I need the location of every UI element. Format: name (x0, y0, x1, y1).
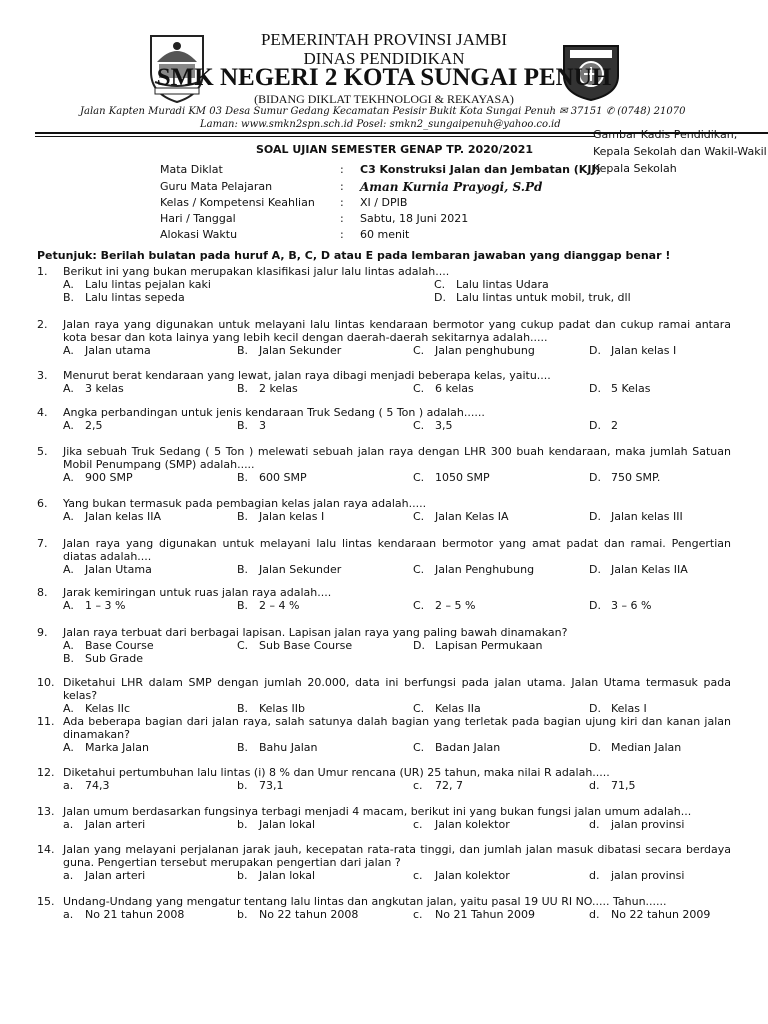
header-department: DINAS PENDIDIKAN (303, 49, 465, 68)
option-letter: c. (413, 779, 423, 792)
option-text: Jalan kolektor (435, 818, 510, 831)
option-text: 600 SMP (259, 471, 307, 484)
exam-title: SOAL UJIAN SEMESTER GENAP TP. 2020/2021 (256, 143, 534, 156)
option-text: Bahu Jalan (259, 741, 318, 754)
answer-option[interactable] (434, 278, 549, 291)
option-text: 2,5 (85, 419, 103, 432)
answer-option[interactable] (413, 639, 543, 652)
question (37, 766, 731, 792)
option-text: 5 Kelas (611, 382, 651, 395)
info-colon: : (340, 212, 344, 225)
answer-option[interactable] (63, 702, 130, 715)
option-text: 71,5 (611, 779, 636, 792)
answer-option[interactable] (589, 908, 710, 921)
option-letter: a. (63, 908, 74, 921)
question-text: Jika sebuah Truk Sedang ( 5 Ton ) melewati sebuah jalan raya dengan LHR 300 buah kendaraan, maka jumlah Satuan Mobil Penumpang (SMP) adalah..... (63, 445, 731, 471)
answer-option[interactable] (237, 419, 266, 432)
option-letter: D. (589, 471, 601, 484)
option-text: 750 SMP. (611, 471, 661, 484)
question-number: 4. (37, 406, 48, 419)
option-letter: D. (413, 639, 425, 652)
answer-option[interactable] (237, 344, 341, 357)
answer-option[interactable] (63, 652, 143, 665)
option-text: Lalu lintas sepeda (85, 291, 185, 304)
question-text: Ada beberapa bagian dari jalan raya, salah satunya dalah bagian yang terletak pada bagian ujung kiri dan kanan jalan dinamakan? (63, 715, 731, 741)
question-text: Jalan umum berdasarkan fungsinya terbagi menjadi 4 macam, berikut ini yang bukan fungsi jalan umum adalah... (63, 805, 692, 818)
header-school-name: SMK NEGERI 2 KOTA SUNGAI PENUH (156, 64, 612, 91)
option-text: Base Course (85, 639, 154, 652)
option-letter: C. (413, 702, 425, 715)
option-letter: B. (237, 419, 249, 432)
answer-option[interactable] (413, 510, 508, 523)
option-row (37, 652, 731, 665)
option-letter: B. (63, 652, 75, 665)
option-text: Sub Base Course (259, 639, 353, 652)
question-text: Jalan yang melayani perjalanan jarak jauh, kecepatan rata-rata tinggi, dan jumlah jalan masuk dibatasi secara berdaya guna. Pengertian tersebut merupakan pengertian dari jalan ? (63, 843, 731, 869)
option-text: Sub Grade (85, 652, 143, 665)
answer-option[interactable] (413, 818, 510, 831)
option-text: 6 kelas (435, 382, 474, 395)
option-row (37, 908, 731, 921)
question (37, 445, 731, 484)
option-row (37, 702, 731, 715)
option-text: Kelas I (611, 702, 647, 715)
option-row (37, 869, 731, 882)
option-letter: D. (589, 510, 601, 523)
option-text: Jalan penghubung (435, 344, 535, 357)
option-row (37, 344, 731, 357)
option-letter: C. (413, 741, 425, 754)
info-key: Hari / Tanggal (160, 212, 236, 225)
option-letter: D. (589, 702, 601, 715)
option-text: No 21 tahun 2008 (85, 908, 185, 921)
option-text: 900 SMP (85, 471, 133, 484)
answer-option[interactable] (434, 291, 631, 304)
answer-option[interactable] (589, 419, 618, 432)
question-text: Jalan raya yang digunakan untuk melayani lalu lintas kendaraan bermotor yang amat padat dan ramai. Pengertian diatas adalah.... (63, 537, 731, 563)
option-letter: a. (63, 818, 74, 831)
question (37, 497, 731, 523)
option-letter: d. (589, 818, 600, 831)
answer-option[interactable] (589, 344, 676, 357)
answer-option[interactable] (63, 382, 124, 395)
option-text: 3 kelas (85, 382, 124, 395)
option-letter: A. (63, 702, 74, 715)
option-text: Jalan kelas III (611, 510, 683, 523)
option-text: 3 – 6 % (611, 599, 652, 612)
info-value: 60 menit (360, 228, 410, 241)
question-number: 3. (37, 369, 48, 382)
option-text: 74,3 (85, 779, 110, 792)
option-row (37, 639, 731, 652)
option-text: No 21 Tahun 2009 (435, 908, 535, 921)
answer-option[interactable] (237, 563, 341, 576)
answer-option[interactable] (589, 510, 683, 523)
option-letter: c. (413, 818, 423, 831)
option-text: Lalu lintas Udara (456, 278, 549, 291)
answer-option[interactable] (63, 869, 145, 882)
option-text: Jalan Sekunder (259, 563, 342, 576)
option-text: Jalan kolektor (435, 869, 510, 882)
option-text: No 22 tahun 2009 (611, 908, 711, 921)
info-colon: : (340, 180, 344, 193)
question-number: 10. (37, 676, 55, 689)
answer-option[interactable] (237, 869, 315, 882)
info-value: XI / DPIB (360, 196, 408, 209)
info-key: Kelas / Kompetensi Keahlian (160, 196, 315, 209)
option-row (37, 779, 731, 792)
info-value: Sabtu, 18 Juni 2021 (360, 212, 469, 225)
option-letter: D. (589, 599, 601, 612)
info-key: Mata Diklat (160, 163, 223, 176)
answer-option[interactable] (589, 563, 688, 576)
option-letter: C. (413, 563, 425, 576)
option-text: Jalan Kelas IIA (611, 563, 688, 576)
info-colon: : (340, 163, 344, 176)
option-letter: D. (589, 344, 601, 357)
answer-option[interactable] (237, 702, 305, 715)
question-number: 15. (37, 895, 55, 908)
question (37, 626, 731, 665)
option-text: 1 – 3 % (85, 599, 126, 612)
option-letter: C. (434, 278, 446, 291)
option-text: 2 kelas (259, 382, 298, 395)
answer-option[interactable] (413, 869, 510, 882)
question-text: Berikut ini yang bukan merupakan klasifikasi jalur lalu lintas adalah.... (63, 265, 450, 278)
question (37, 406, 731, 432)
option-letter: A. (63, 419, 74, 432)
header-address: Jalan Kapten Muradi KM 03 Desa Sumur Gedang Kecamatan Pesisir Bukit Kota Sungai Penuh ✉ 37151 ✆ (0748) 21070 (80, 106, 686, 117)
answer-option[interactable] (63, 344, 151, 357)
option-letter: A. (63, 382, 74, 395)
option-letter: d. (589, 869, 600, 882)
option-text: Lapisan Permukaan (435, 639, 543, 652)
option-text: Jalan arteri (85, 869, 146, 882)
answer-option[interactable] (63, 818, 145, 831)
option-letter: B. (63, 291, 75, 304)
option-letter: D. (589, 563, 601, 576)
question-text: Yang bukan termasuk pada pembagian kelas jalan raya adalah..... (63, 497, 427, 510)
answer-option[interactable] (237, 471, 307, 484)
option-text: Kelas IIb (259, 702, 305, 715)
option-letter: C. (413, 599, 425, 612)
question-number: 1. (37, 265, 48, 278)
answer-option[interactable] (589, 599, 651, 612)
question-number: 8. (37, 586, 48, 599)
question (37, 676, 731, 715)
question (37, 537, 731, 576)
option-text: 3 (259, 419, 266, 432)
option-text: Jalan arteri (85, 818, 146, 831)
header-rule-thin (35, 136, 595, 137)
question (37, 805, 731, 831)
option-text: Jalan Utama (85, 563, 152, 576)
option-letter: c. (413, 869, 423, 882)
option-text: Jalan kelas I (611, 344, 677, 357)
answer-option[interactable] (237, 779, 284, 792)
option-text: Badan Jalan (435, 741, 501, 754)
option-text: Jalan utama (85, 344, 151, 357)
image-note: Gambar Kadis Pendidikan, Kepala Sekolah dan Wakil-Wakil Kepala Sekolah (593, 128, 767, 175)
answer-option[interactable] (237, 741, 317, 754)
option-letter: D. (589, 419, 601, 432)
question-text: Menurut berat kendaraan yang lewat, jalan raya dibagi menjadi beberapa kelas, yaitu.... (63, 369, 551, 382)
option-letter: B. (237, 344, 249, 357)
option-letter: A. (63, 278, 74, 291)
option-text: jalan provinsi (611, 869, 685, 882)
option-text: Jalan Kelas IA (435, 510, 509, 523)
answer-option[interactable] (237, 510, 324, 523)
info-value: C3 Konstruksi Jalan dan Jembatan (KJJ) (360, 163, 601, 176)
answer-option[interactable] (589, 741, 681, 754)
option-letter: d. (589, 908, 600, 921)
option-text: Jalan Penghubung (435, 563, 535, 576)
answer-option[interactable] (63, 908, 184, 921)
answer-option[interactable] (413, 908, 535, 921)
option-letter: A. (63, 344, 74, 357)
question-number: 14. (37, 843, 55, 856)
option-letter: D. (589, 382, 601, 395)
answer-option[interactable] (237, 639, 352, 652)
option-letter: c. (413, 908, 423, 921)
question (37, 318, 731, 357)
option-row (37, 563, 731, 576)
answer-option[interactable] (237, 382, 298, 395)
option-text: Jalan lokal (259, 818, 316, 831)
option-letter: D. (589, 741, 601, 754)
question-text: Jarak kemiringan untuk ruas jalan raya adalah.... (63, 586, 332, 599)
answer-option[interactable] (589, 702, 647, 715)
question-text: Undang-Undang yang mengatur tentang lalu lintas dan angkutan jalan, yaitu pasal 19 UU RI NO..... Tahun...... (63, 895, 667, 908)
option-letter: a. (63, 869, 74, 882)
question (37, 586, 731, 612)
info-key: Guru Mata Pelajaran (160, 180, 273, 193)
option-text: Kelas IIa (435, 702, 481, 715)
option-letter: b. (237, 779, 248, 792)
option-text: No 22 tahun 2008 (259, 908, 359, 921)
option-text: 1050 SMP (435, 471, 490, 484)
option-letter: b. (237, 869, 248, 882)
question (37, 895, 731, 921)
instruction: Petunjuk: Berilah bulatan pada huruf A, B, C, D atau E pada lembaran jawaban yang dianggap benar ! (37, 249, 671, 262)
option-text: 72, 7 (435, 779, 463, 792)
answer-option[interactable] (413, 344, 535, 357)
info-colon: : (340, 228, 344, 241)
option-text: Lalu lintas untuk mobil, truk, dll (456, 291, 631, 304)
question-number: 13. (37, 805, 55, 818)
option-letter: D. (434, 291, 446, 304)
option-text: 2 (611, 419, 618, 432)
question (37, 843, 731, 882)
option-row (37, 599, 731, 612)
option-letter: b. (237, 908, 248, 921)
question-number: 2. (37, 318, 48, 331)
answer-option[interactable] (63, 471, 133, 484)
option-text: Lalu lintas pejalan kaki (85, 278, 211, 291)
option-letter: A. (63, 639, 74, 652)
option-text: 3,5 (435, 419, 453, 432)
option-row (37, 471, 731, 484)
question-text: Jalan raya yang digunakan untuk melayani lalu lintas kendaraan bermotor yang cukup padat dan cukup ramai antara kota besar dan kota lainya yang lebih kecil dengan daerah-daerah sekitarnya adalah..... (63, 318, 731, 344)
question (37, 715, 731, 754)
answer-option[interactable] (63, 563, 152, 576)
question-number: 12. (37, 766, 55, 779)
option-letter: A. (63, 471, 74, 484)
option-text: jalan provinsi (611, 818, 685, 831)
answer-option[interactable] (413, 741, 500, 754)
option-row (37, 291, 731, 304)
info-colon: : (340, 196, 344, 209)
info-value: Aman Kurnia Prayogi, S.Pd (360, 180, 543, 194)
option-letter: C. (413, 471, 425, 484)
option-letter: A. (63, 741, 74, 754)
option-letter: B. (237, 510, 249, 523)
option-letter: B. (237, 563, 249, 576)
question (37, 265, 731, 304)
answer-option[interactable] (413, 779, 463, 792)
answer-option[interactable] (63, 291, 185, 304)
option-row (37, 510, 731, 523)
answer-option[interactable] (413, 599, 475, 612)
question-number: 5. (37, 445, 48, 458)
option-text: Marka Jalan (85, 741, 149, 754)
option-row (37, 382, 731, 395)
option-letter: C. (237, 639, 249, 652)
answer-option[interactable] (63, 639, 154, 652)
answer-option[interactable] (589, 779, 636, 792)
question-number: 6. (37, 497, 48, 510)
option-text: 2 – 5 % (435, 599, 476, 612)
answer-option[interactable] (413, 563, 534, 576)
answer-option[interactable] (413, 702, 481, 715)
answer-option[interactable] (63, 278, 211, 291)
option-row (37, 278, 731, 291)
answer-option[interactable] (589, 382, 650, 395)
option-text: Jalan kelas I (259, 510, 325, 523)
option-letter: a. (63, 779, 74, 792)
answer-option[interactable] (589, 818, 684, 831)
option-letter: B. (237, 382, 249, 395)
option-letter: C. (413, 382, 425, 395)
info-key: Alokasi Waktu (160, 228, 238, 241)
option-letter: B. (237, 471, 249, 484)
option-letter: C. (413, 419, 425, 432)
option-letter: d. (589, 779, 600, 792)
question-text: Angka perbandingan untuk jenis kendaraan Truk Sedang ( 5 Ton ) adalah...... (63, 406, 485, 419)
option-letter: C. (413, 344, 425, 357)
header-field: (BIDANG DIKLAT TEKHNOLOGI & REKAYASA) (254, 92, 514, 106)
question (37, 369, 731, 395)
option-text: 2 – 4 % (259, 599, 300, 612)
option-text: Jalan lokal (259, 869, 316, 882)
option-letter: b. (237, 818, 248, 831)
question-number: 11. (37, 715, 55, 728)
option-text: Kelas IIc (85, 702, 130, 715)
option-row (37, 818, 731, 831)
option-letter: B. (237, 702, 249, 715)
option-text: Median Jalan (611, 741, 682, 754)
answer-option[interactable] (237, 908, 358, 921)
answer-option[interactable] (589, 471, 660, 484)
answer-option[interactable] (63, 419, 103, 432)
answer-option[interactable] (413, 382, 474, 395)
answer-option[interactable] (589, 869, 684, 882)
option-letter: A. (63, 599, 74, 612)
question-text: Jalan raya terbuat dari berbagai lapisan. Lapisan jalan raya yang paling bawah dinamakan? (63, 626, 568, 639)
answer-option[interactable] (63, 510, 161, 523)
option-letter: B. (237, 599, 249, 612)
answer-option[interactable] (237, 818, 315, 831)
header-government: PEMERINTAH PROVINSI JAMBI (260, 30, 508, 49)
answer-option[interactable] (63, 741, 149, 754)
option-row (37, 741, 731, 754)
option-text: 73,1 (259, 779, 284, 792)
question-number: 9. (37, 626, 48, 639)
question-text: Diketahui pertumbuhan lalu lintas (i) 8 % dan Umur rencana (UR) 25 tahun, maka nilai R adalah..... (63, 766, 610, 779)
question-number: 7. (37, 537, 48, 550)
answer-option[interactable] (413, 471, 490, 484)
option-text: Jalan Sekunder (259, 344, 342, 357)
option-text: Jalan kelas IIA (85, 510, 162, 523)
answer-option[interactable] (237, 599, 299, 612)
answer-option[interactable] (413, 419, 453, 432)
question-text: Diketahui LHR dalam SMP dengan jumlah 20.000, data ini berfungsi pada jalan utama. Jalan Utama termasuk pada kelas? (63, 676, 731, 702)
option-row (37, 419, 731, 432)
option-letter: A. (63, 563, 74, 576)
option-letter: A. (63, 510, 74, 523)
answer-option[interactable] (63, 779, 110, 792)
option-letter: C. (413, 510, 425, 523)
header-web: Laman: www.smkn2spn.sch.id Posel: smkn2_sungaipenuh@yahoo.co.id (200, 119, 561, 130)
answer-option[interactable] (63, 599, 125, 612)
option-letter: B. (237, 741, 249, 754)
